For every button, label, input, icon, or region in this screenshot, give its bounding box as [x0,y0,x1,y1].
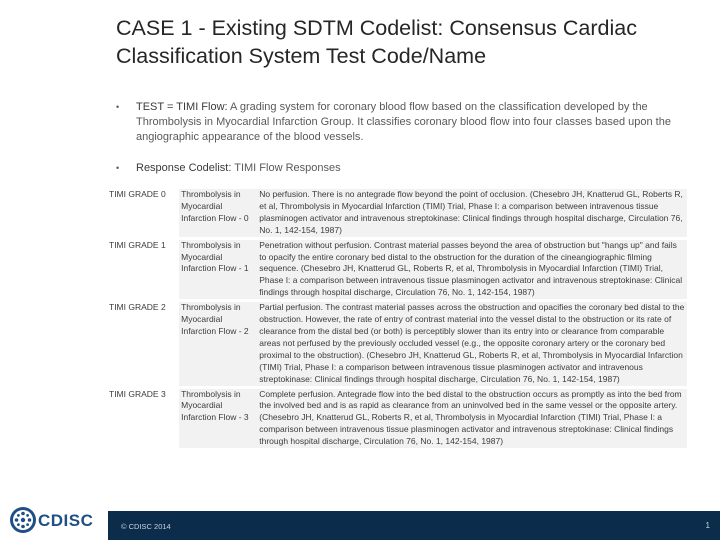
slide-title: CASE 1 - Existing SDTM Codelist: Consensus Cardiac Classification System Test Code/Name [116,16,637,68]
code-cell: TIMI GRADE 0 [108,189,179,237]
definition-cell: No perfusion. There is no antegrade flow beyond the point of occlusion. (Chesebro JH, Knatterud GL, Roberts R, et al, Thrombolysis in Myocardial Infarction (TIMI) Trial, Phase I: a comparison between intravenous tissue plasminogen activator and intravenous streptokinase: Clinical findings through hospital discharge, Circulation 76, No. 1, 142-154, 1987) [257,189,687,237]
definition-cell: Partial perfusion. The contrast material passes across the obstruction and opacifies the coronary bed distal to the obstruction. However, the rate of entry of contrast material into the vessel distal to the obstruction or its rate of clearance from the distal bed (or both) is perceptibly slower than its entry into or clearance from comparable areas not perfused by the previously occluded vessel (e.g., the opposite coronary artery or the coronary bed proximal to the obstruction). (Chesebro JH, Knatterud GL, Roberts R, et al, Thrombolysis in Myocardial Infarction (TIMI) Trial, Phase I: a comparison between intravenous tissue plasminogen activator and intravenous streptokinase: Clinical findings through hospital discharge, Circulation 76, No. 1, 142-154, 1987) [257,302,687,385]
table-row [108,302,687,385]
code-cell: TIMI GRADE 2 [108,302,179,385]
name-cell: Thrombolysis in Myocardial Infarction Flow - 1 [179,240,257,300]
name-cell: Thrombolysis in Myocardial Infarction Flow - 0 [179,189,257,237]
bullet-body: A grading system for coronary blood flow based on the classification developed by the Thrombolysis in Myocardial Infarction Group. It classifies coronary blood flow into four classes based upon the angiographic appearance of the blood vessels. [136,101,671,143]
code-cell: TIMI GRADE 3 [108,389,179,449]
code-cell: TIMI GRADE 1 [108,240,179,300]
bullet-marker: • [116,163,120,173]
definition-cell: Penetration without perfusion. Contrast material passes beyond the area of obstruction but "hangs up" and fails to opacify the entire coronary bed distal to the obstruction for the duration of the cineangiographic filming sequence. (Chesebro JH, Knatterud GL, Roberts R, et al, Thrombolysis in Myocardial Infarction (TIMI) Trial, Phase I: a comparison between intravenous tissue plasminogen activator and intravenous streptokinase: Clinical findings through hospital discharge, Circulation 76, No. 1, 142-154, 1987) [257,240,687,300]
table-row [108,240,687,300]
logo-wordmark: CDISC [38,511,94,530]
bullet-text [136,100,696,145]
definition-cell: Complete perfusion. Antegrade flow into the bed distal to the obstruction occurs as promptly as into the bed from the involved bed and is as rapid as clearance from an uninvolved bed in the same vessel or the opposite artery. (Chesebro JH, Knatterud GL, Roberts R, et al, Thrombolysis in Myocardial Infarction (TIMI) Trial, Phase I: a comparison between intravenous tissue plasminogen activator and intravenous streptokinase: Clinical findings through hospital discharge, Circulation 76, No. 1, 142-154, 1987) [257,389,687,449]
page-number: 1 [705,521,710,530]
copyright-text: © CDISC 2014 [121,522,171,531]
bullet-body: TIMI Flow Responses [231,162,341,174]
bullet-label: TEST = TIMI Flow: [136,101,228,113]
codelist-table [108,186,687,451]
table-row [108,389,687,449]
name-cell: Thrombolysis in Myocardial Infarction Flow - 3 [179,389,257,449]
bullet-test [116,100,696,148]
bullet-response-codelist [116,161,696,177]
name-cell: Thrombolysis in Myocardial Infarction Flow - 2 [179,302,257,385]
footer-bar [108,511,720,540]
bullet-marker: • [116,102,120,112]
bullet-text [136,161,696,176]
bullet-label: Response Codelist: [136,162,232,174]
table-row [108,189,687,237]
